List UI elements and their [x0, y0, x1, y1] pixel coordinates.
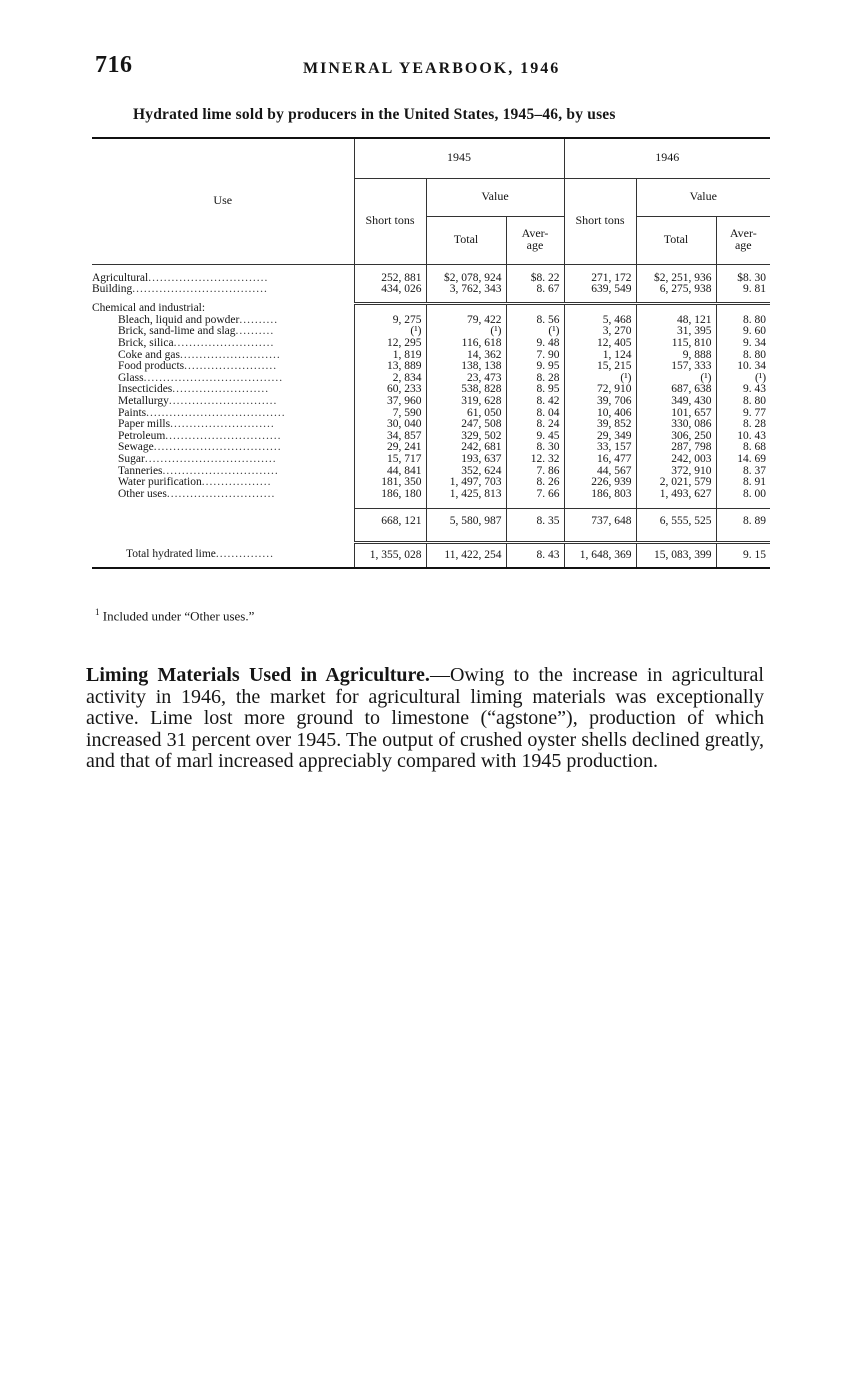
footnote-text: Included under “Other uses.” [102, 608, 255, 624]
col-header-average-1945: Aver-age [506, 216, 564, 264]
value-cell: 79, 422 [426, 315, 506, 327]
value-cell: 14, 362 [426, 350, 506, 362]
col-header-value-1946: Value [636, 178, 770, 216]
subtotal-row [92, 509, 770, 536]
rule-cell [716, 535, 770, 543]
value-cell: 12, 405 [564, 338, 636, 350]
value-cell: 8. 28 [716, 419, 770, 431]
value-cell: 33, 157 [564, 442, 636, 454]
value-cell: 23, 473 [426, 373, 506, 385]
col-header-value-1945: Value [426, 178, 564, 216]
value-cell: 9, 888 [636, 350, 716, 362]
total-cell: 1, 355, 028 [354, 543, 426, 568]
value-cell: 48, 121 [636, 315, 716, 327]
value-cell: $8. 30 [716, 273, 770, 285]
row-label: Bleach, liquid and powder [118, 313, 240, 326]
value-cell: 8. 37 [716, 466, 770, 478]
table-row [92, 489, 770, 501]
value-cell: 193, 637 [426, 454, 506, 466]
rule-cell [506, 535, 564, 543]
value-cell: 9, 275 [354, 315, 426, 327]
spacer-row [92, 500, 770, 509]
col-header-short-tons-1945: Short tons [354, 178, 426, 264]
dot-leaders: .......... [239, 313, 279, 326]
value-cell: 72, 910 [564, 384, 636, 396]
value-cell: 101, 657 [636, 408, 716, 420]
value-cell: 242, 003 [636, 454, 716, 466]
dot-leaders: ........................ [184, 360, 278, 373]
total-cell: 1, 648, 369 [564, 543, 636, 568]
dot-leaders: ................................. [153, 441, 282, 454]
value-cell: 31, 395 [636, 326, 716, 338]
rule-cell [92, 535, 354, 543]
page-header [95, 52, 765, 82]
total-cell: 8. 43 [506, 543, 564, 568]
dot-leaders: ............... [215, 547, 275, 560]
value-cell: 186, 803 [564, 489, 636, 501]
dot-leaders: .................................. [144, 452, 277, 465]
value-cell: $2, 078, 924 [426, 273, 506, 285]
rule-cell [564, 535, 636, 543]
rule-cell [564, 296, 636, 304]
value-cell: 8. 80 [716, 315, 770, 327]
spacer-cell [354, 500, 426, 509]
row-label-cell [92, 284, 354, 296]
row-label: Tanneries [118, 464, 163, 477]
value-cell: 8. 80 [716, 396, 770, 408]
dot-leaders: ................................... [132, 283, 268, 296]
total-cell: 9. 15 [716, 543, 770, 568]
value-cell: 8. 95 [506, 384, 564, 396]
value-cell: 287, 798 [636, 442, 716, 454]
page-number: 716 [95, 52, 133, 78]
dot-leaders: .......................... [173, 336, 275, 349]
value-cell: 116, 618 [426, 338, 506, 350]
value-cell: 157, 333 [636, 361, 716, 373]
row-label: Paper mills [118, 418, 171, 431]
value-cell: 8. 42 [506, 396, 564, 408]
value-cell: 39, 706 [564, 396, 636, 408]
total-label-cell [92, 543, 354, 568]
spacer-cell [506, 500, 564, 509]
value-cell: 8. 80 [716, 350, 770, 362]
value-cell: 44, 567 [564, 466, 636, 478]
value-cell: 372, 910 [636, 466, 716, 478]
value-cell: 10. 34 [716, 361, 770, 373]
value-cell: 14. 69 [716, 454, 770, 466]
value-cell: 349, 430 [636, 396, 716, 408]
row-label: Building [92, 283, 133, 296]
value-cell: 8. 30 [506, 442, 564, 454]
row-label: Agricultural [92, 271, 149, 284]
value-cell: 10. 43 [716, 431, 770, 443]
spacer-cell [564, 500, 636, 509]
value-cell: 1, 493, 627 [636, 489, 716, 501]
total-label: Total hydrated lime [126, 547, 216, 560]
value-cell: 186, 180 [354, 489, 426, 501]
dot-leaders: ............................... [148, 271, 269, 284]
value-cell: (¹) [564, 373, 636, 385]
value-cell: 247, 508 [426, 419, 506, 431]
row-label: Water purification [118, 476, 202, 489]
value-cell: 9. 81 [716, 284, 770, 296]
value-cell: 181, 350 [354, 477, 426, 489]
value-cell: 8. 91 [716, 477, 770, 489]
dot-leaders: .................. [201, 476, 272, 489]
rule-cell [636, 296, 716, 304]
value-cell: 8. 24 [506, 419, 564, 431]
row-label: Coke and gas [118, 348, 180, 361]
total-cell: 11, 422, 254 [426, 543, 506, 568]
value-cell: 34, 857 [354, 431, 426, 443]
value-cell: 2, 834 [354, 373, 426, 385]
value-cell: 6, 275, 938 [636, 284, 716, 296]
value-cell: 3, 270 [564, 326, 636, 338]
value-cell: 329, 502 [426, 431, 506, 443]
dot-leaders: .................................... [143, 371, 284, 384]
value-cell: 7, 590 [354, 408, 426, 420]
total-row [92, 543, 770, 568]
value-cell: 9. 77 [716, 408, 770, 420]
total-cell: 15, 083, 399 [636, 543, 716, 568]
row-label-cell [92, 489, 354, 501]
value-cell: 60, 233 [354, 384, 426, 396]
value-cell: $2, 251, 936 [636, 273, 716, 285]
rule-cell [354, 296, 426, 304]
value-cell: (¹) [426, 326, 506, 338]
subtotal-cell: 8. 89 [716, 509, 770, 536]
value-cell: 29, 349 [564, 431, 636, 443]
value-cell: 226, 939 [564, 477, 636, 489]
value-cell: 271, 172 [564, 273, 636, 285]
dot-leaders: .......................... [179, 348, 281, 361]
value-cell: 3, 762, 343 [426, 284, 506, 296]
value-cell: 9. 43 [716, 384, 770, 396]
value-cell: 9. 60 [716, 326, 770, 338]
value-cell: 352, 624 [426, 466, 506, 478]
value-cell: 61, 050 [426, 408, 506, 420]
dot-leaders: ............................ [168, 394, 278, 407]
value-cell: 7. 86 [506, 466, 564, 478]
rule-cell [506, 296, 564, 304]
rule-cell [636, 535, 716, 543]
dot-leaders: .......... [235, 325, 275, 338]
value-cell: 5, 468 [564, 315, 636, 327]
value-cell: $8. 22 [506, 273, 564, 285]
rule-cell [426, 296, 506, 304]
value-cell: 687, 638 [636, 384, 716, 396]
subtotal-cell: 6, 555, 525 [636, 509, 716, 536]
value-cell: 330, 086 [636, 419, 716, 431]
spacer-cell [426, 500, 506, 509]
value-cell: 8. 28 [506, 373, 564, 385]
value-cell: 8. 67 [506, 284, 564, 296]
value-cell: 10, 406 [564, 408, 636, 420]
value-cell: 29, 241 [354, 442, 426, 454]
value-cell: 9. 45 [506, 431, 564, 443]
spacer-cell [636, 500, 716, 509]
value-cell: 9. 48 [506, 338, 564, 350]
row-label: Brick, sand-lime and slag [118, 325, 236, 338]
value-cell: 1, 497, 703 [426, 477, 506, 489]
value-cell: 8. 04 [506, 408, 564, 420]
value-cell: 13, 889 [354, 361, 426, 373]
value-cell: 8. 56 [506, 315, 564, 327]
value-cell: 15, 215 [564, 361, 636, 373]
value-cell: 12, 295 [354, 338, 426, 350]
value-cell: 37, 960 [354, 396, 426, 408]
paragraph-heading: Liming Materials Used in Agriculture. [86, 664, 430, 686]
row-label: Brick, silica [118, 336, 174, 349]
value-cell: 252, 881 [354, 273, 426, 285]
value-cell: 306, 250 [636, 431, 716, 443]
running-title: MINERAL YEARBOOK, 1946 [303, 60, 561, 77]
value-cell: 639, 549 [564, 284, 636, 296]
dot-leaders: .............................. [162, 464, 279, 477]
value-cell: 9. 95 [506, 361, 564, 373]
value-cell: 7. 90 [506, 350, 564, 362]
value-cell: 15, 717 [354, 454, 426, 466]
spacer-cell [716, 500, 770, 509]
value-cell: 12. 32 [506, 454, 564, 466]
value-cell: 434, 026 [354, 284, 426, 296]
row-label: Petroleum [118, 429, 166, 442]
row-label: Metallurgy [118, 394, 169, 407]
row-label: Glass [118, 371, 144, 384]
col-header-1946: 1946 [564, 138, 770, 178]
footnote-marker: 1 [95, 607, 100, 617]
table-row [92, 284, 770, 296]
value-cell: 8. 00 [716, 489, 770, 501]
value-cell: 44, 841 [354, 466, 426, 478]
value-cell: 30, 040 [354, 419, 426, 431]
value-cell: 9. 34 [716, 338, 770, 350]
double-rule-row [92, 535, 770, 543]
value-cell: 8. 26 [506, 477, 564, 489]
group-label: Chemical and industrial: [92, 302, 206, 315]
row-label: Sewage [118, 441, 154, 454]
hydrated-lime-table [92, 137, 770, 569]
value-cell: 1, 425, 813 [426, 489, 506, 501]
rule-cell [426, 535, 506, 543]
value-cell: 8. 68 [716, 442, 770, 454]
dot-leaders: .................................... [146, 406, 286, 419]
col-header-average-1946: Aver-age [716, 216, 770, 264]
footnote [95, 607, 254, 624]
empty-cell [92, 509, 354, 536]
value-cell: 538, 828 [426, 384, 506, 396]
value-cell: 16, 477 [564, 454, 636, 466]
row-label: Other uses [118, 487, 167, 500]
value-cell: (¹) [354, 326, 426, 338]
row-label: Paints [118, 406, 147, 419]
rule-cell [354, 535, 426, 543]
col-header-use: Use [92, 138, 354, 264]
value-cell: 319, 628 [426, 396, 506, 408]
subtotal-cell: 8. 35 [506, 509, 564, 536]
value-cell: 1, 124 [564, 350, 636, 362]
col-header-total-1946: Total [636, 216, 716, 264]
value-cell: 39, 852 [564, 419, 636, 431]
dot-leaders: ......................... [172, 383, 270, 396]
body-paragraph [86, 665, 764, 773]
dot-leaders: ........................... [170, 418, 275, 431]
value-cell: 242, 681 [426, 442, 506, 454]
paragraph-body: —Owing to the increase in agricultural activity in 1946, the market for agricultural liming materials was exceptionally active. Lime lost more ground to limestone (“agstone”), production of which increased 31 percent over 1945. The output of crushed oyster shells declined greatly, and that of marl increased appreciably compared with 1945 production. [86, 664, 764, 772]
value-cell: (¹) [636, 373, 716, 385]
value-cell: 2, 021, 579 [636, 477, 716, 489]
row-label: Food products [118, 360, 185, 373]
spacer-cell [92, 500, 354, 509]
value-cell: 1, 819 [354, 350, 426, 362]
subtotal-cell: 668, 121 [354, 509, 426, 536]
dot-leaders: ............................ [166, 487, 276, 500]
table-title: Hydrated lime sold by producers in the United States, 1945–46, by uses [133, 106, 616, 123]
value-cell: 115, 810 [636, 338, 716, 350]
value-cell: (¹) [506, 326, 564, 338]
value-cell: (¹) [716, 373, 770, 385]
rule-cell [716, 296, 770, 304]
dot-leaders: .............................. [165, 429, 282, 442]
row-label: Sugar [118, 452, 145, 465]
value-cell: 138, 138 [426, 361, 506, 373]
subtotal-cell: 5, 580, 987 [426, 509, 506, 536]
value-cell: 7. 66 [506, 489, 564, 501]
row-label: Insecticides [118, 383, 173, 396]
col-header-short-tons-1946: Short tons [564, 178, 636, 264]
col-header-total-1945: Total [426, 216, 506, 264]
col-header-1945: 1945 [354, 138, 564, 178]
subtotal-cell: 737, 648 [564, 509, 636, 536]
